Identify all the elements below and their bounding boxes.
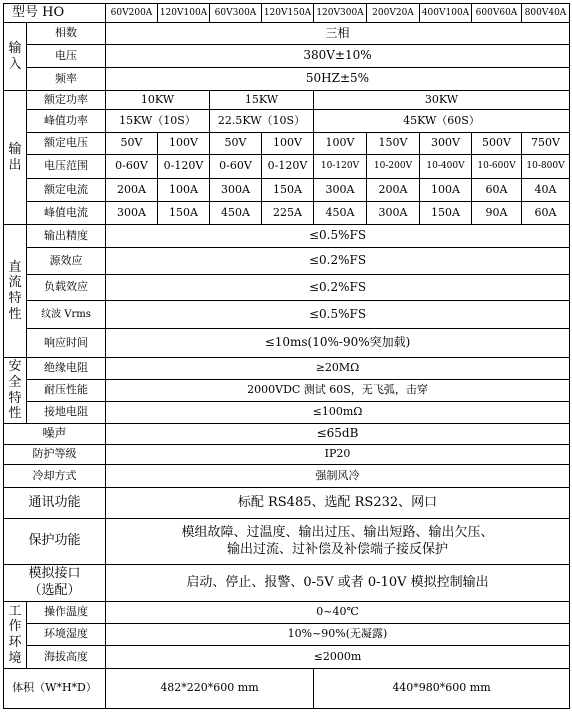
insulation-row <box>4 358 570 380</box>
row-value: ≤0.5%FS <box>106 225 570 248</box>
analog-label-line-2: （选配） <box>28 583 81 598</box>
noise-row <box>4 424 570 445</box>
cell-value: 450A <box>210 202 262 225</box>
cell-value: 60A <box>522 202 570 225</box>
cell-value: 225A <box>262 202 314 225</box>
cell-value: 200A <box>367 179 420 202</box>
input-group-label: 输入 <box>4 23 27 91</box>
row-value: ≤2000m <box>106 646 570 669</box>
input-voltage-row <box>4 45 570 68</box>
row-label: 负载效应 <box>27 275 106 301</box>
cell-value: 300A <box>314 179 367 202</box>
cell-value: 100V <box>262 133 314 155</box>
row-label: 保护功能 <box>4 519 106 565</box>
row-value: IP20 <box>106 445 570 465</box>
cell-value: 150A <box>158 202 210 225</box>
row-label: 额定电压 <box>27 133 106 155</box>
cell-value: 0-120V <box>262 155 314 179</box>
ground-resistance-row <box>4 402 570 424</box>
cell-value: 10-120V <box>314 155 367 179</box>
model-name: 120V100A <box>158 4 210 23</box>
accuracy-row <box>4 225 570 248</box>
cell-value: 150V <box>367 133 420 155</box>
row-label: 源效应 <box>27 248 106 275</box>
protection-value <box>106 519 570 565</box>
input-frequency-row <box>4 68 570 91</box>
response-time-row <box>4 329 570 358</box>
environment-group-label: 工作环境 <box>4 602 27 669</box>
safety-group-label: 安全特性 <box>4 358 27 424</box>
row-label: 操作温度 <box>27 602 106 624</box>
cell-value: 90A <box>472 202 522 225</box>
cell-value: 300V <box>420 133 472 155</box>
withstand-row <box>4 380 570 402</box>
volume-row <box>4 669 570 709</box>
dc-group-label: 直流特性 <box>4 225 27 358</box>
model-label: 型号 HO <box>4 4 106 23</box>
volume-value-1: 482*220*600 mm <box>106 669 314 709</box>
row-value: ≤65dB <box>106 424 570 445</box>
row-value: 10%~90%(无凝露) <box>106 624 570 646</box>
row-label: 防护等级 <box>4 445 106 465</box>
row-label: 通讯功能 <box>4 488 106 519</box>
row-value: ≥20MΩ <box>106 358 570 380</box>
cell-value: 300A <box>106 202 158 225</box>
row-label: 接地电阻 <box>27 402 106 424</box>
cell-value: 10-600V <box>472 155 522 179</box>
analog-label-line-1: 模拟接口 <box>28 566 81 582</box>
spec-table <box>3 3 570 709</box>
cell-value: 50V <box>210 133 262 155</box>
row-label: 相数 <box>27 23 106 45</box>
input-phase-row <box>4 23 570 45</box>
cell-value: 100V <box>158 133 210 155</box>
output-group-label: 输出 <box>4 91 27 225</box>
cell-value: 50V <box>106 133 158 155</box>
cell-value: 100A <box>420 179 472 202</box>
model-name: 120V300A <box>314 4 367 23</box>
row-label: 环境湿度 <box>27 624 106 646</box>
cell-value: 200A <box>106 179 158 202</box>
row-value: 三相 <box>106 23 570 45</box>
row-value: ≤10ms(10%-90%突加载) <box>106 329 570 358</box>
cell-value: 40A <box>522 179 570 202</box>
peak-power-row <box>4 110 570 133</box>
model-name: 60V300A <box>210 4 262 23</box>
cell-value: 0-120V <box>158 155 210 179</box>
row-label: 输出精度 <box>27 225 106 248</box>
cell-value: 22.5KW（10S） <box>210 110 314 133</box>
model-name: 60V200A <box>106 4 158 23</box>
cell-value: 15KW <box>210 91 314 110</box>
row-label: 海拔高度 <box>27 646 106 669</box>
row-value: 380V±10% <box>106 45 570 68</box>
protection-class-row <box>4 445 570 465</box>
model-name: 400V100A <box>420 4 472 23</box>
row-value: 标配 RS485、选配 RS232、网口 <box>106 488 570 519</box>
row-label: 绝缘电阻 <box>27 358 106 380</box>
cell-value: 0-60V <box>106 155 158 179</box>
cell-value: 15KW（10S） <box>106 110 210 133</box>
cooling-row <box>4 465 570 488</box>
protection-line-1: 模组故障、过温度、输出过压、输出短路、输出欠压、 <box>181 524 494 540</box>
row-label: 耐压性能 <box>27 380 106 402</box>
protection-row <box>4 519 570 565</box>
row-value: 强制风冷 <box>106 465 570 488</box>
row-value: ≤0.2%FS <box>106 275 570 301</box>
source-effect-row <box>4 248 570 275</box>
communication-row <box>4 488 570 519</box>
cell-value: 10KW <box>106 91 210 110</box>
row-value: ≤0.5%FS <box>106 301 570 329</box>
load-effect-row <box>4 275 570 301</box>
cell-value: 0-60V <box>210 155 262 179</box>
analog-label <box>4 565 106 602</box>
row-value: 50HZ±5% <box>106 68 570 91</box>
cell-value: 300A <box>367 202 420 225</box>
cell-value: 10-400V <box>420 155 472 179</box>
row-label: 响应时间 <box>27 329 106 358</box>
row-label: 频率 <box>27 68 106 91</box>
row-label: 电压 <box>27 45 106 68</box>
model-name: 200V20A <box>367 4 420 23</box>
cell-value: 100A <box>158 179 210 202</box>
row-label: 噪声 <box>4 424 106 445</box>
row-label: 额定电流 <box>27 179 106 202</box>
voltage-range-row <box>4 155 570 179</box>
row-label: 峰值功率 <box>27 110 106 133</box>
cell-value: 150A <box>420 202 472 225</box>
row-value: ≤100mΩ <box>106 402 570 424</box>
rated-power-row <box>4 91 570 110</box>
row-label: 纹波 Vrms <box>27 301 106 329</box>
humidity-row <box>4 624 570 646</box>
rated-voltage-row <box>4 133 570 155</box>
protection-line-2: 输出过流、过补偿及补偿端子接反保护 <box>226 541 448 557</box>
cell-value: 150A <box>262 179 314 202</box>
row-label: 峰值电流 <box>27 202 106 225</box>
cell-value: 60A <box>472 179 522 202</box>
cell-value: 45KW（60S） <box>314 110 570 133</box>
cell-value: 30KW <box>314 91 570 110</box>
rated-current-row <box>4 179 570 202</box>
row-label: 电压范围 <box>27 155 106 179</box>
ripple-row <box>4 301 570 329</box>
model-name: 600V60A <box>472 4 522 23</box>
cell-value: 500V <box>472 133 522 155</box>
altitude-row <box>4 646 570 669</box>
row-value: 0~40℃ <box>106 602 570 624</box>
model-name: 120V150A <box>262 4 314 23</box>
cell-value: 10-800V <box>522 155 570 179</box>
cell-value: 450A <box>314 202 367 225</box>
row-label: 冷却方式 <box>4 465 106 488</box>
cell-value: 750V <box>522 133 570 155</box>
cell-value: 100V <box>314 133 367 155</box>
temperature-row <box>4 602 570 624</box>
row-value: 启动、停止、报警、0-5V 或者 0-10V 模拟控制输出 <box>106 565 570 602</box>
cell-value: 10-200V <box>367 155 420 179</box>
cell-value: 300A <box>210 179 262 202</box>
analog-row <box>4 565 570 602</box>
peak-current-row <box>4 202 570 225</box>
model-name: 800V40A <box>522 4 570 23</box>
row-value: 2000VDC 测试 60S，无飞弧，击穿 <box>106 380 570 402</box>
row-label: 额定功率 <box>27 91 106 110</box>
header-row <box>4 4 570 23</box>
row-value: ≤0.2%FS <box>106 248 570 275</box>
row-label: 体积（W*H*D） <box>4 669 106 709</box>
volume-value-2: 440*980*600 mm <box>314 669 570 709</box>
